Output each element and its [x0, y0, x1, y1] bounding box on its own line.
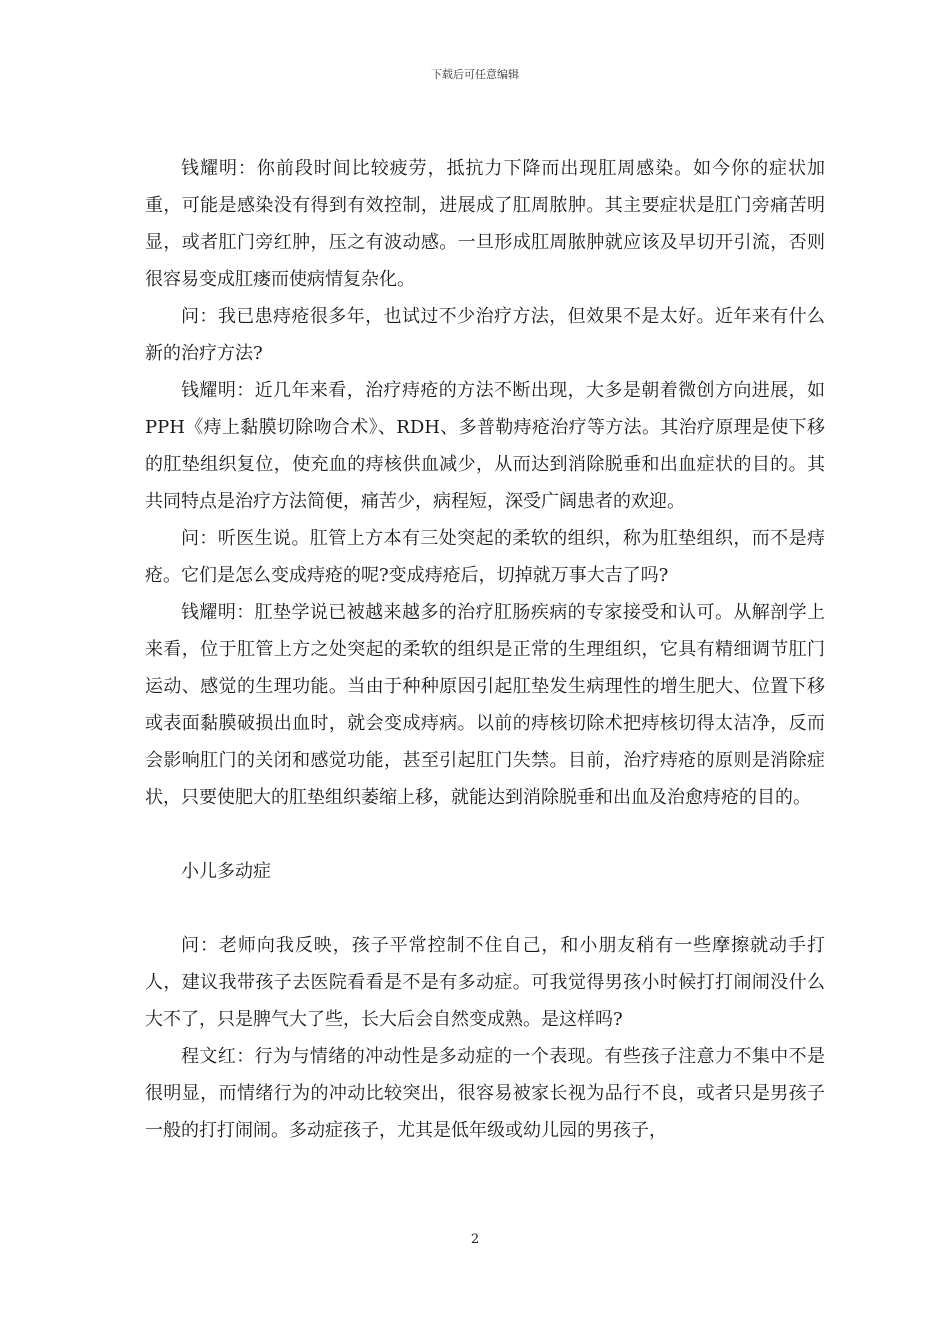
page-number: 2: [470, 1232, 480, 1247]
page-header: 下载后可任意编辑: [431, 68, 519, 81]
paragraph: 程文红：行为与情绪的冲动性是多动症的一个表现。有些孩子注意力不集中不是很明显，而情绪行为的冲动比较突出，很容易被家长视为品行不良，或者只是男孩子一般的打打闹闹。多动症孩子，尤其是低年级或幼儿园的男孩子，: [145, 1046, 825, 1141]
paragraph: 问：听医生说。肛管上方本有三处突起的柔软的组织，称为肛垫组织，而不是痔疮。它们是怎么变成痔疮的呢?变成痔疮后，切掉就万事大吉了吗?: [145, 528, 825, 586]
document-body: [145, 150, 825, 1149]
paragraph: 问：我已患痔疮很多年，也试过不少治疗方法，但效果不是太好。近年来有什么新的治疗方法?: [145, 306, 825, 364]
paragraph: 问：老师向我反映，孩子平常控制不住自己，和小朋友稍有一些摩擦就动手打人，建议我带孩子去医院看看是不是有多动症。可我觉得男孩小时候打打闹闹没什么大不了，只是脾气大了些，长大后会自然变成熟。是这样吗?: [145, 935, 825, 1030]
paragraph: 钱耀明：肛垫学说已被越来越多的治疗肛肠疾病的专家接受和认可。从解剖学上来看，位于肛管上方之处突起的柔软的组织是正常的生理组织，它具有精细调节肛门运动、感觉的生理功能。当由于种种原因引起肛垫发生病理性的增生肥大、位置下移或表面黏膜破损出血时，就会变成痔病。以前的痔核切除术把痔核切得太洁净，反而会影响肛门的关闭和感觉功能，甚至引起肛门失禁。目前，治疗痔疮的原则是消除症状，只要使肥大的肛垫组织萎缩上移，就能达到消除脱垂和出血及治愈痔疮的目的。: [145, 602, 825, 808]
paragraph: 钱耀明：你前段时间比较疲劳，抵抗力下降而出现肛周感染。如今你的症状加重，可能是感染没有得到有效控制，进展成了肛周脓肿。其主要症状是肛门旁痛苦明显，或者肛门旁红肿，压之有波动感。一旦形成肛周脓肿就应该及早切开引流，否则很容易变成肛瘘而使病情复杂化。: [145, 158, 825, 290]
section-title: 小儿多动症: [181, 861, 271, 882]
paragraph: 钱耀明：近几年来看，治疗痔疮的方法不断出现，大多是朝着微创方向进展，如PPH《痔上黏膜切除吻合术》、RDH、多普勒痔疮治疗等方法。其治疗原理是使下移的肛垫组织复位，使充血的痔核供血减少，从而达到消除脱垂和出血症状的目的。其共同特点是治疗方法简便，痛苦少，病程短，深受广阔患者的欢迎。: [145, 380, 825, 512]
